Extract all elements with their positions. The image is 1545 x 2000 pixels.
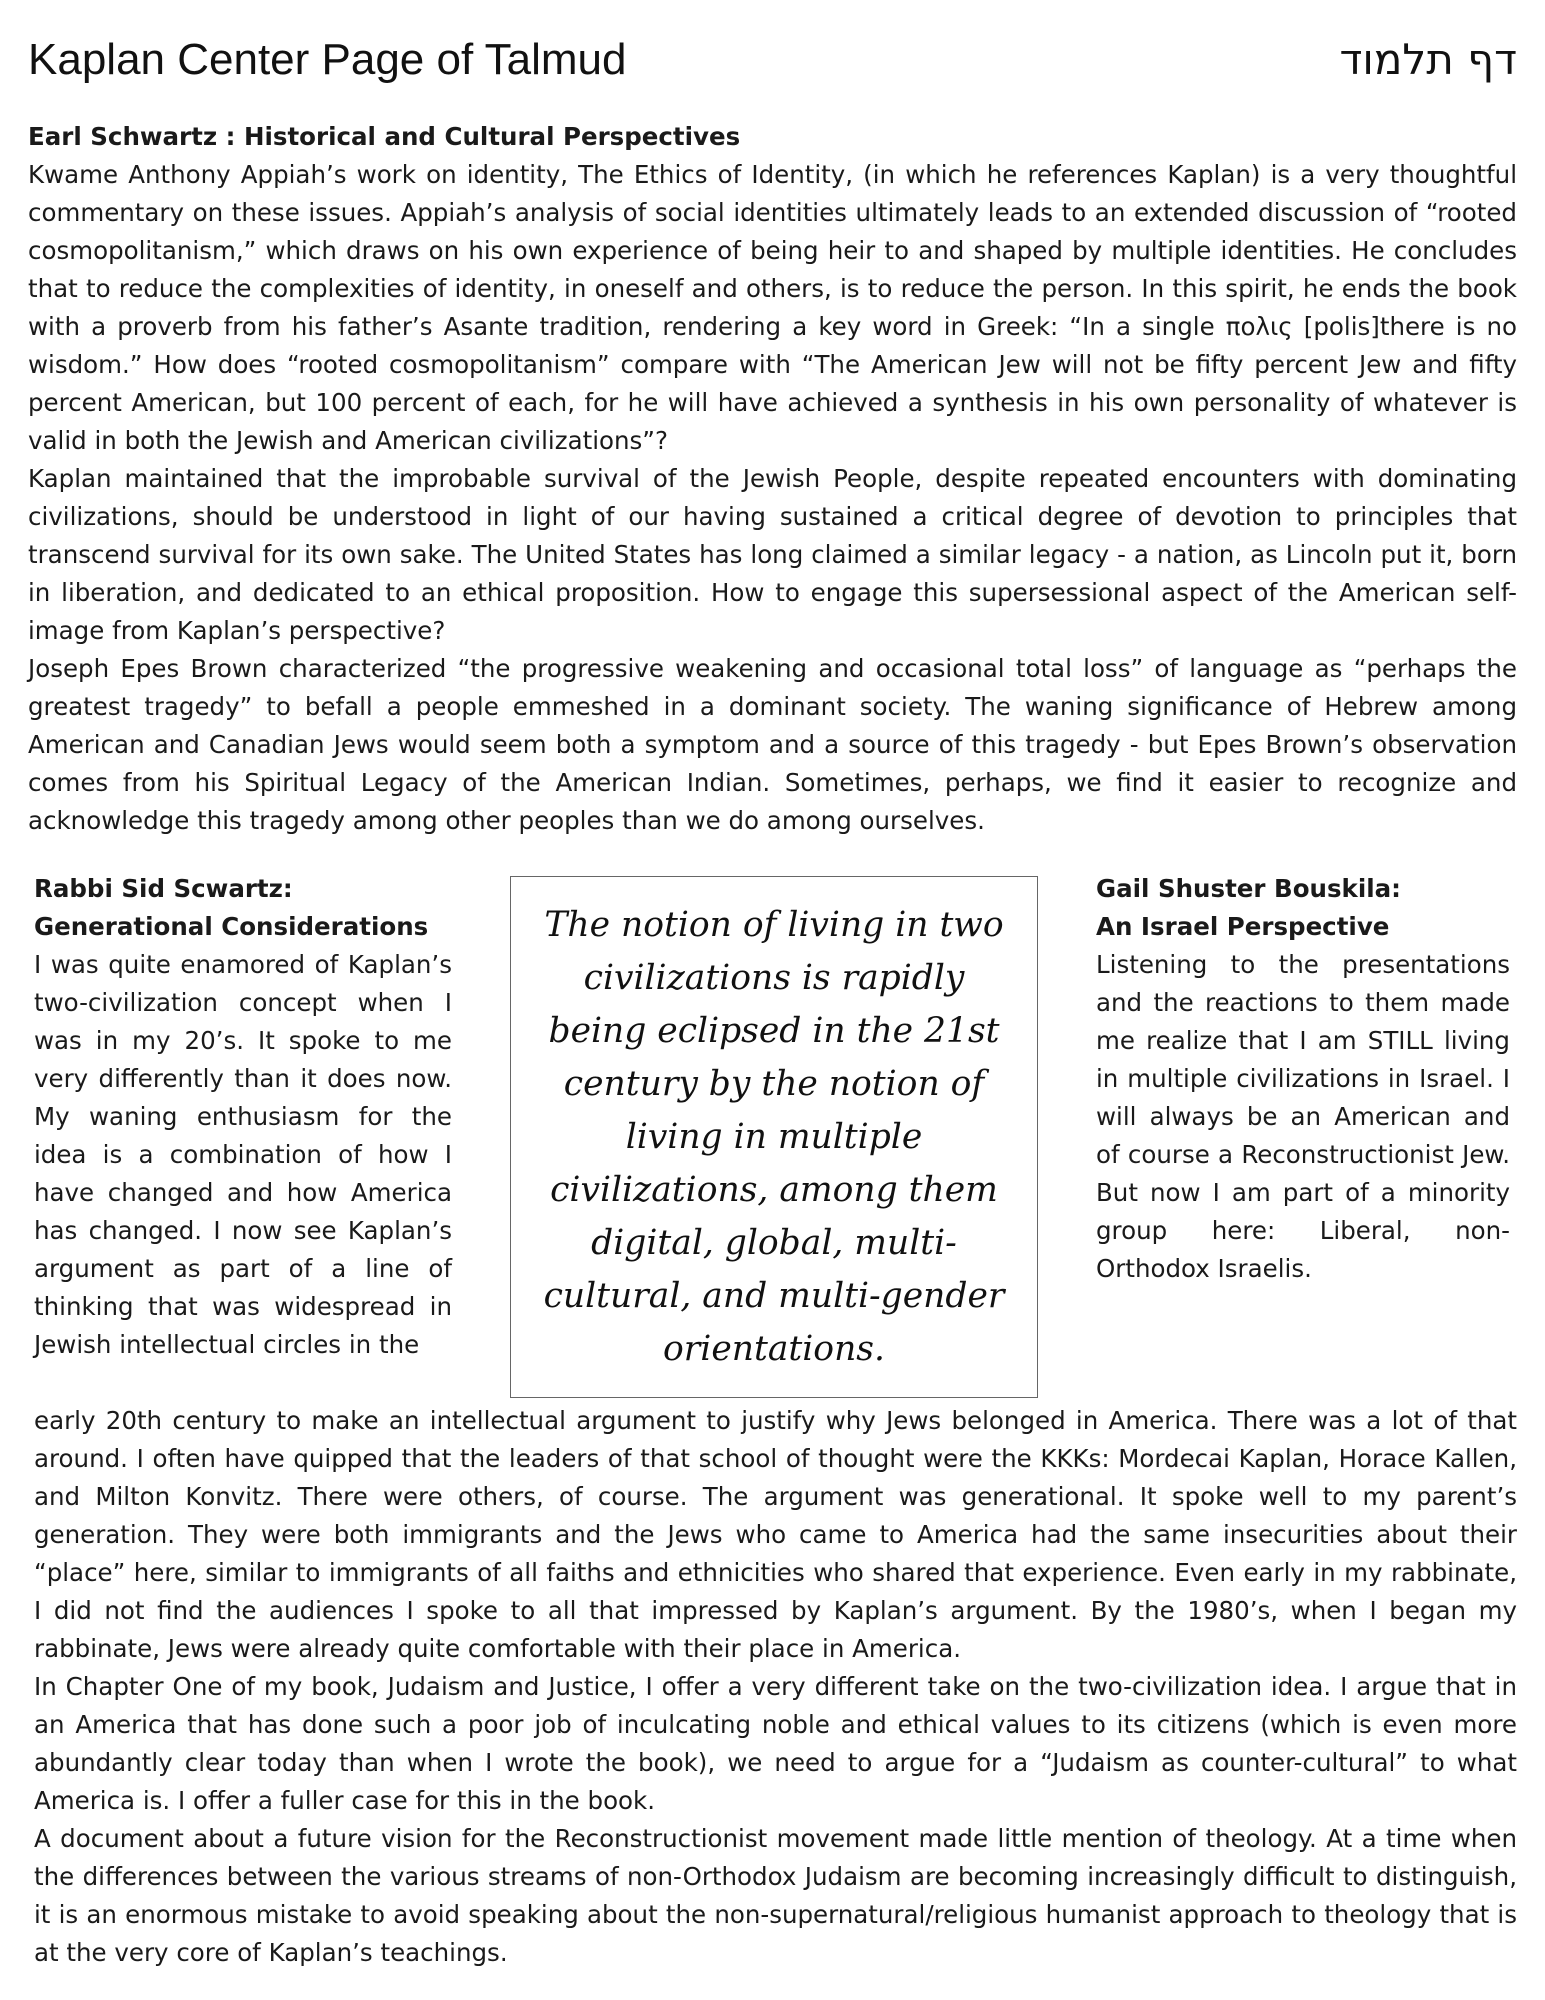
page-header	[28, 32, 1517, 92]
sid-continuation-paragraph-1: early 20th century to make an intellectual argument to justify why Jews belonged in America. There was a lot of that around. I often have quipped that the leaders of that school of thought were the KKKs: Mordecai Kaplan, Horace Kallen, and Milton Konvitz. There were others, of course. The argument was generational. It spoke well to my parent’s generation. They were both immigrants and the Jews who came to America had the same insecurities about their “place” here, similar to immigrants of all faiths and ethnicities who shared that experience. Even early in my rabbinate, I did not find the audiences I spoke to all that impressed by Kaplan’s argument. By the 1980’s, when I began my rabbinate, Jews were already quite comfortable with their place in America.	[34, 1406, 1517, 1663]
sid-continuation-paragraph-2: In Chapter One of my book, Judaism and Justice, I offer a very different take on the two-civilization idea. I argue that in an America that has done such a poor job of inculcating noble and ethical values to its citizens (which is even more abundantly clear today than when I wrote the book), we need to argue for a “Judaism as counter-cultural” to what America is. I offer a fuller case for this in the book.	[34, 1672, 1517, 1815]
sid-continuation	[34, 1402, 1517, 1972]
sid-schwartz-column	[34, 870, 452, 1364]
earl-paragraph-3: Joseph Epes Brown characterized “the progressive weakening and occasional total loss” of language as “perhaps the greatest tragedy” to befall a people emmeshed in a dominant society. The waning significance of Hebrew among American and Canadian Jews would seem both a symptom and a source of this tragedy - but Epes Brown’s observation comes from his Spiritual Legacy of the American Indian. Sometimes, perhaps, we find it easier to recognize and acknowledge this tragedy among other peoples than we do among ourselves.	[28, 654, 1517, 835]
page-title: Kaplan Center Page of Talmud	[28, 35, 627, 84]
gail-bouskila-heading-name: Gail Shuster Bouskila:	[1096, 874, 1401, 903]
sid-continuation-paragraph-3: A document about a future vision for the Reconstructionist movement made little mention of theology. At a time when the differences between the various streams of non-Orthodox Judaism are becoming increasingly difficult to distinguish, it is an enormous mistake to avoid speaking about the non-supernatural/religious humanist approach to theology that is at the very core of Kaplan’s teachings.	[34, 1824, 1517, 1967]
gail-bouskila-heading-topic: An Israel Perspective	[1096, 912, 1390, 941]
sid-schwartz-heading-topic: Generational Considerations	[34, 912, 429, 941]
hebrew-title: דף תלמוד	[1339, 35, 1517, 84]
earl-schwartz-section	[28, 118, 1517, 840]
sid-column-text: I was quite enamored of Kaplan’s two-civilization concept when I was in my 20’s. It spoke to me very differently than it does now. My waning enthusiasm for the idea is a combination of how I have changed and how America has changed. I now see Kaplan’s argument as part of a line of thinking that was widespread in Jewish intellectual circles in the	[34, 950, 452, 1359]
earl-schwartz-heading: Earl Schwartz : Historical and Cultural Perspectives	[28, 122, 741, 151]
pull-quote-text: The notion of living in two civilizations is rapidly being eclipsed in the 21st century by the notion of living in multiple civilizations, among them digital, global, multi-cultural, and multi-gender orientations.	[543, 904, 1005, 1369]
earl-paragraph-1: Kwame Anthony Appiah’s work on identity, The Ethics of Identity, (in which he references Kaplan) is a very thoughtful commentary on these issues. Appiah’s analysis of social identities ultimately leads to an extended discussion of “rooted cosmopolitanism,” which draws on his own experience of being heir to and shaped by multiple identities. He concludes that to reduce the complexities of identity, in oneself and others, is to reduce the person. In this spirit, he ends the book with a proverb from his father’s Asante tradition, rendering a key word in Greek: “In a single πολις [polis]there is no wisdom.” How does “rooted cosmopolitanism” compare with “The American Jew will not be fifty percent Jew and fifty percent American, but 100 percent of each, for he will have achieved a synthesis in his own personality of whatever is valid in both the Jewish and American civilizations”?	[28, 160, 1517, 455]
gail-column-text: Listening to the presentations and the reactions to them made me realize that I am STILL living in multiple civilizations in Israel. I will always be an American and of course a Reconstructionist Jew. But now I am part of a minority group here: Liberal, non-Orthodox Israelis.	[1096, 950, 1510, 1283]
sid-schwartz-heading-name: Rabbi Sid Scwartz:	[34, 874, 293, 903]
gail-bouskila-column	[1096, 870, 1510, 1288]
pull-quote-box	[510, 876, 1038, 1398]
earl-paragraph-2: Kaplan maintained that the improbable survival of the Jewish People, despite repeated encounters with dominating civilizations, should be understood in light of our having sustained a critical degree of devotion to principles that transcend survival for its own sake. The United States has long claimed a similar legacy - a nation, as Lincoln put it, born in liberation, and dedicated to an ethical proposition. How to engage this supersessional aspect of the American self-image from Kaplan’s perspective?	[28, 464, 1517, 645]
